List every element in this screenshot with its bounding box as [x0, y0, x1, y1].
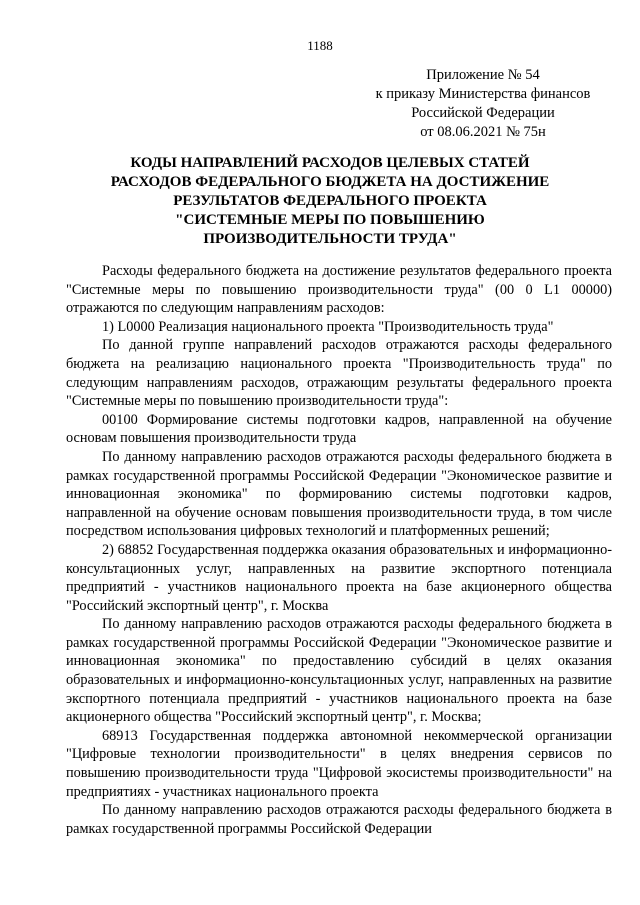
paragraph-item-1-desc: По данной группе направлений расходов отражаются расходы федерального бюджета на реализацию национального проекта "Производительность труда" по следующим направлениям расходов, отражающим результаты федерального проекта "Системные меры по повышению производительности труда": [66, 337, 612, 410]
paragraph-code-68913: 68913 Государственная поддержка автономной некоммерческой организации "Цифровые технологии производительности" в целях внедрения сервисов по повышению производительности труда "Цифровой экосистемы производительности" на предприятиях - участниках национального проекта [66, 727, 612, 800]
paragraph-item-1: 1) L0000 Реализация национального проекта "Производительность труда" [102, 318, 554, 335]
appendix-line: Приложение № 54 [426, 67, 540, 83]
appendix-line: от 08.06.2021 № 75н [420, 124, 546, 140]
paragraph-item-2-desc: По данному направлению расходов отражаются расходы федерального бюджета в рамках государственной программы Российской Федерации "Экономическое развитие и инновационная экономика" по предоставлению субсидий в целях оказания образовательных и информационно-консультационных услуг, направленных на развитие экспортного потенциала предприятий - участников национального проекта на базе акционерного общества "Российский экспортный центр", г. Москва; [66, 616, 612, 726]
appendix-line: Российской Федерации [411, 105, 555, 121]
document-title [60, 154, 600, 249]
paragraph-code-00100-desc: По данному направлению расходов отражаются расходы федерального бюджета в рамках государственной программы Российской Федерации "Экономическое развитие и инновационная экономика" по формированию системы подготовки кадров, направленной на обучение основам повышения производительности труда, в том числе посредством использования цифровых технологий и платформенных решений; [66, 448, 612, 540]
page-number: 1188 [307, 38, 333, 53]
paragraph-item-2: 2) 68852 Государственная поддержка оказания образовательных и информационно-консультационных услуг, направленных на развитие экспортного потенциала предприятий - участников национального проекта на базе акционерного общества "Российский экспортный центр", г. Москва [66, 541, 612, 614]
title-line: КОДЫ НАПРАВЛЕНИЙ РАСХОДОВ ЦЕЛЕВЫХ СТАТЕЙ [130, 155, 530, 171]
title-line: "СИСТЕМНЫЕ МЕРЫ ПО ПОВЫШЕНИЮ [175, 212, 485, 228]
appendix-block [328, 66, 598, 142]
paragraph-code-68913-desc: По данному направлению расходов отражаются расходы федерального бюджета в рамках государственной программы Российской Федерации [66, 802, 612, 837]
paragraph-intro: Расходы федерального бюджета на достижение результатов федерального проекта "Системные меры по повышению производительности труда" (00 0 L1 00000) отражаются по следующим направлениям расходов: [66, 263, 612, 317]
title-line: ПРОИЗВОДИТЕЛЬНОСТИ ТРУДА" [203, 231, 457, 247]
document-body [66, 262, 612, 838]
title-line: РАСХОДОВ ФЕДЕРАЛЬНОГО БЮДЖЕТА НА ДОСТИЖЕНИЕ [110, 174, 550, 190]
title-line: РЕЗУЛЬТАТОВ ФЕДЕРАЛЬНОГО ПРОЕКТА [173, 193, 487, 209]
appendix-line: к приказу Министерства финансов [375, 86, 591, 102]
paragraph-code-00100: 00100 Формирование системы подготовки кадров, направленной на обучение основам повышения производительности труда [66, 411, 612, 447]
